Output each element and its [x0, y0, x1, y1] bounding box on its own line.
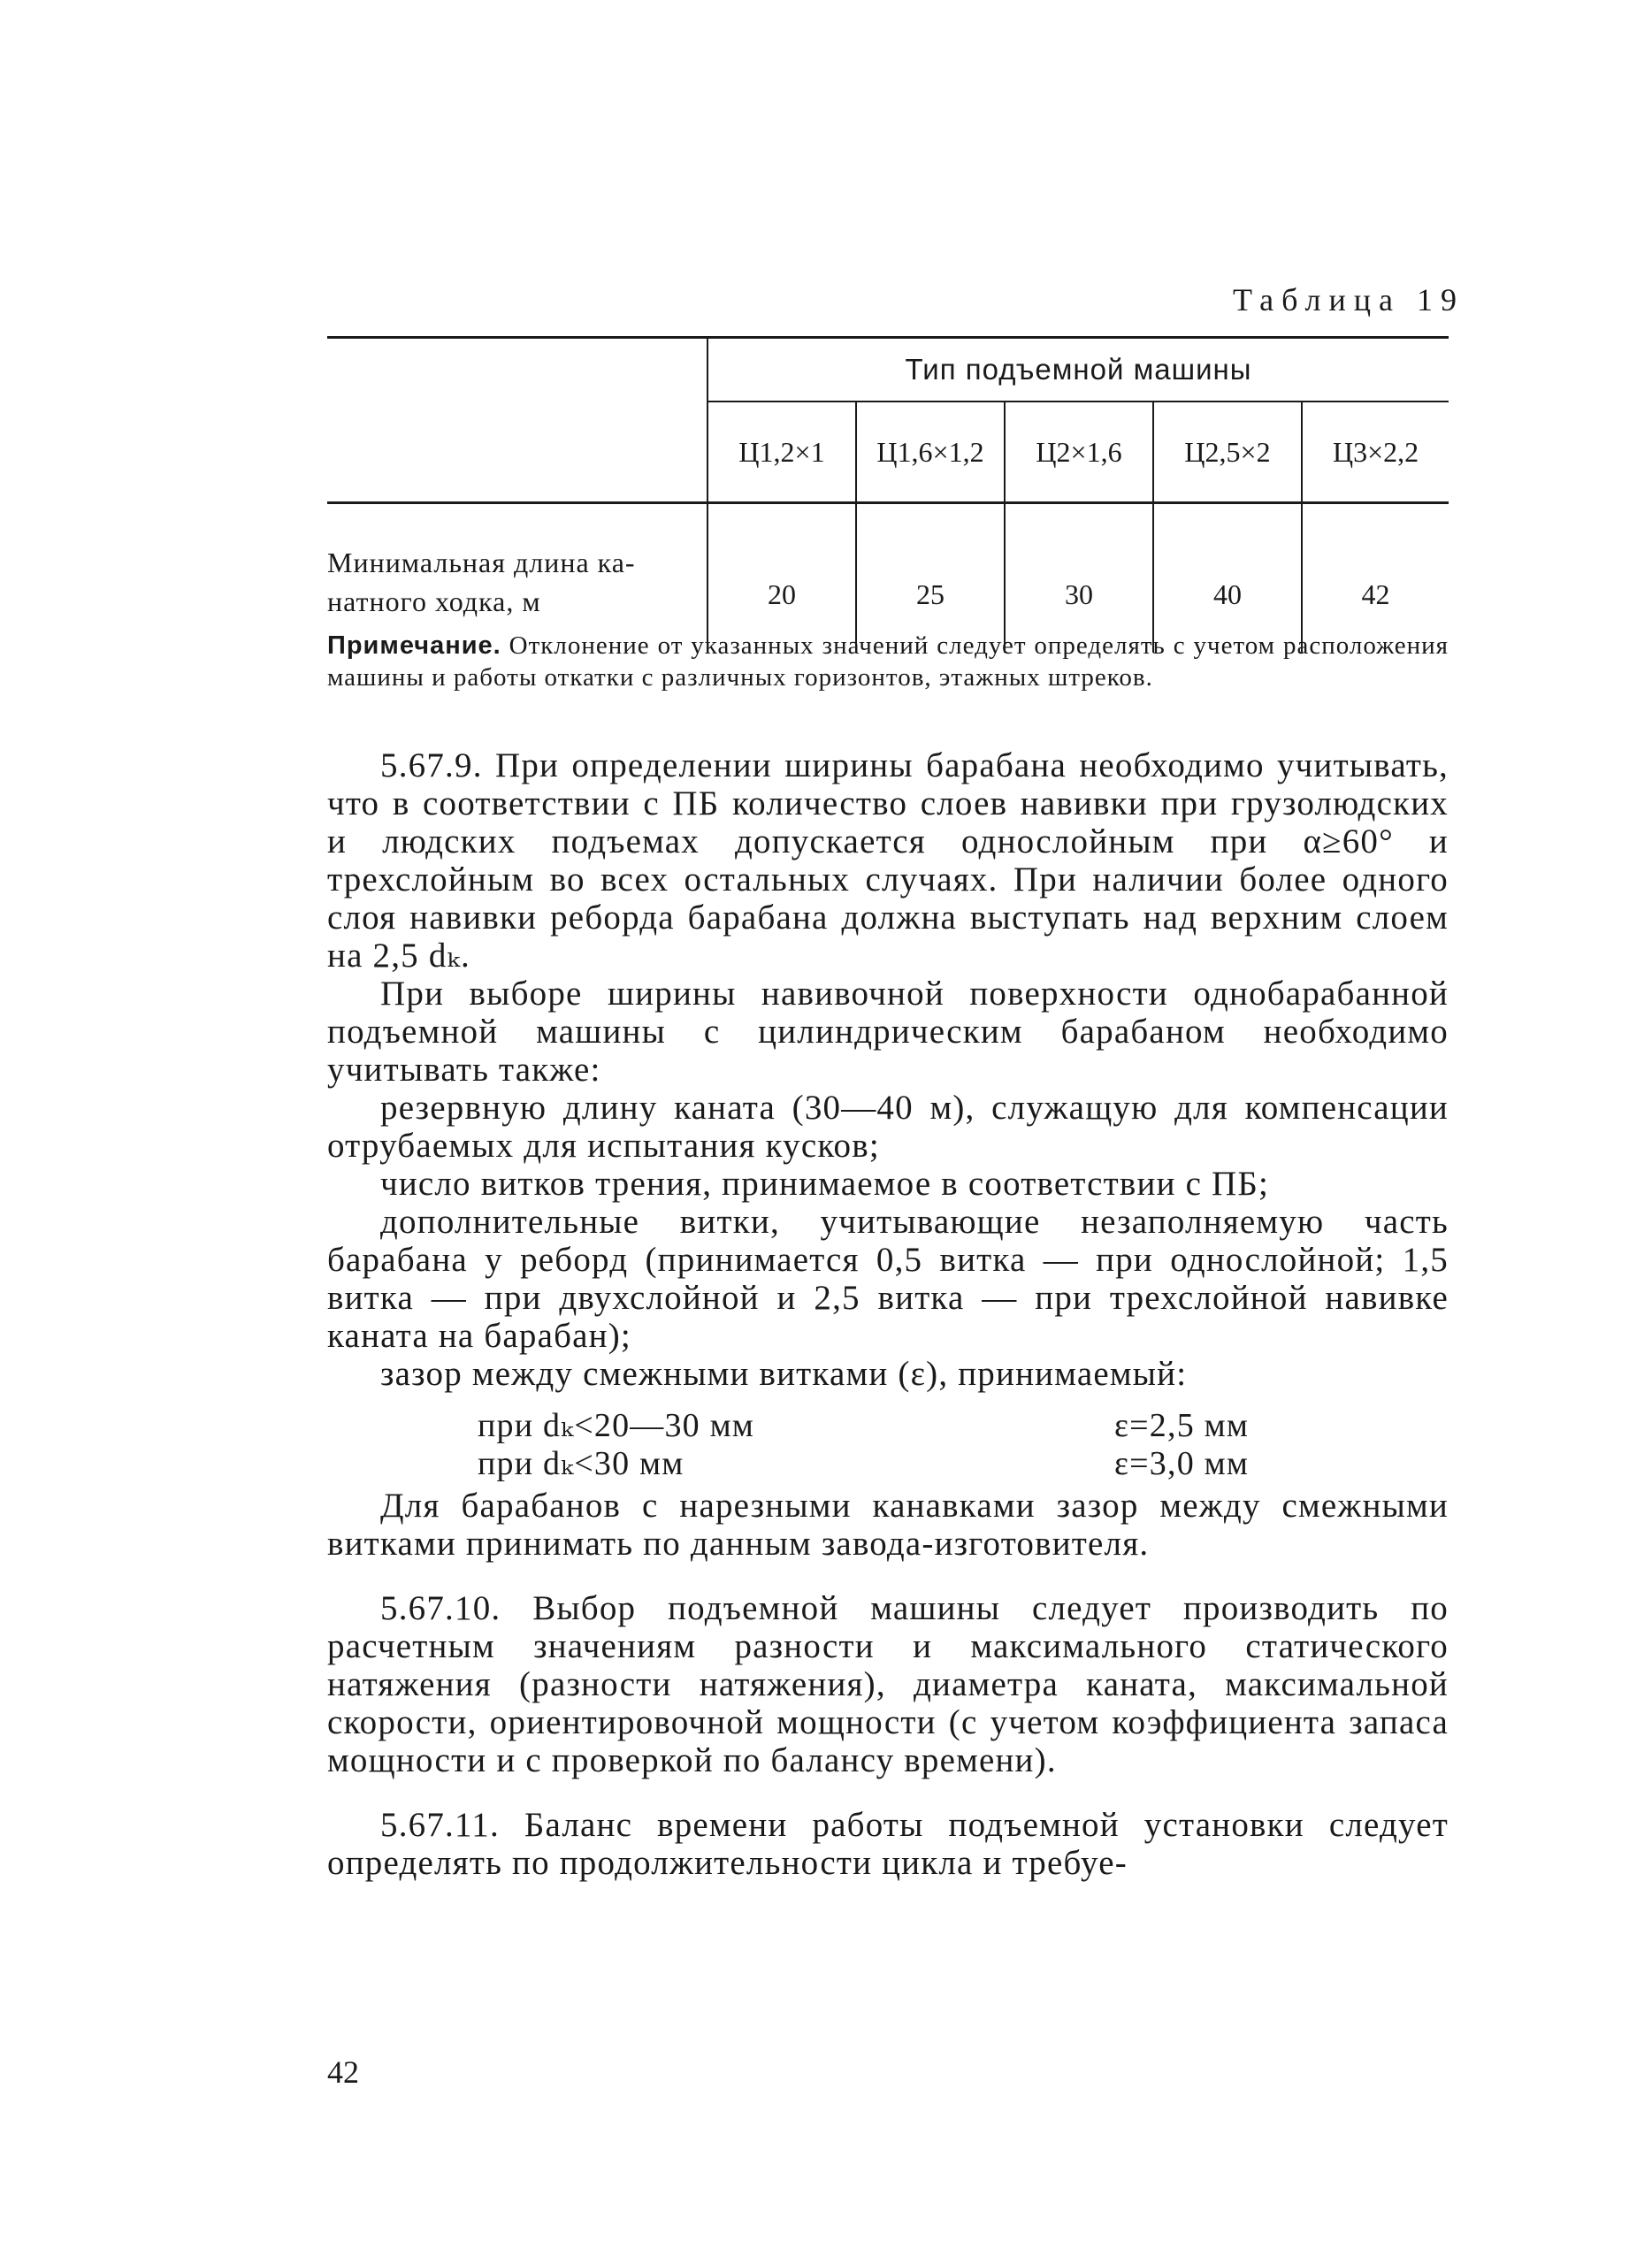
paragraph: зазор между смежными витками (ε), принимаемый:	[380, 1355, 1188, 1393]
column-header: Ц3×2,2	[1302, 402, 1449, 503]
table-cell: 20	[707, 503, 856, 654]
paragraph: 5.67.9. При определении ширины барабана необходимо учитывать, что в соответствии с ПБ количество слоев навивки при грузолюдских и людских подъемах допускается однослойным при α≥60° и трехслойным во всех остальных случаях. При наличии более одного слоя навивки реборда барабана должна выступать над верхним слоем на 2,5 dₖ.	[327, 746, 1449, 975]
column-header: Ц2,5×2	[1153, 402, 1302, 503]
page-number: 42	[327, 2054, 359, 2090]
paragraph: число витков трения, принимаемое в соответствии с ПБ;	[380, 1165, 1270, 1203]
formula-row	[478, 1407, 1362, 1445]
table-stub-header	[327, 338, 707, 503]
column-header: Ц1,6×1,2	[856, 402, 1005, 503]
table-note	[327, 630, 1449, 693]
formula-row	[478, 1445, 1362, 1483]
paragraph: 5.67.10. Выбор подъемной машины следует производить по расчетным значениям разности и максимального статического натяжения (разности натяжения), диаметра каната, максимальной скорости, ориентировочной мощности (с учетом коэффициента запаса мощности и с проверкой по балансу времени).	[327, 1589, 1449, 1779]
table-cell: 30	[1005, 503, 1153, 654]
table-cell: 42	[1302, 503, 1449, 654]
formula-value: ε=2,5 мм	[1114, 1407, 1250, 1444]
formula-value: ε=3,0 мм	[1114, 1445, 1250, 1482]
formula-block	[327, 1407, 1449, 1483]
column-header: Ц2×1,6	[1005, 402, 1153, 503]
data-table	[327, 336, 1449, 653]
note-label: Примечание.	[327, 631, 501, 660]
paragraph: резервную длину каната (30—40 м), служащую для компенсации отрубаемых для испытания кусков;	[327, 1089, 1449, 1165]
formula-condition: при dₖ<30 мм	[478, 1445, 685, 1482]
paragraph: Для барабанов с нарезными канавками зазор между смежными витками принимать по данным завода-изготовителя.	[327, 1487, 1449, 1563]
note-text: Отклонение от указанных значений следует определять с учетом расположения машины и работы откатки с различных горизонтов, этажных штреков.	[327, 631, 1449, 692]
column-header: Ц1,2×1	[707, 402, 856, 503]
table-cell: 25	[856, 503, 1005, 654]
row-label-line: Минимальная длина ка-	[327, 547, 636, 578]
formula-condition: при dₖ<20—30 мм	[478, 1407, 755, 1444]
paragraph: 5.67.11. Баланс времени работы подъемной установки следует определять по продолжительности цикла и требуе-	[327, 1806, 1449, 1882]
column-group-header: Тип подъемной машины	[707, 338, 1449, 402]
table-caption: Таблица 19	[1233, 282, 1465, 317]
row-label-line: натного ходка, м	[327, 585, 541, 617]
table-cell: 40	[1153, 503, 1302, 654]
paragraph: дополнительные витки, учитывающие незаполняемую часть барабана у реборд (принимается 0,5 витка — при однослойной; 1,5 витка — при двухслойной и 2,5 витка — при трехслойной навивке каната на барабан);	[327, 1203, 1449, 1355]
paragraph: При выборе ширины навивочной поверхности однобарабанной подъемной машины с цилиндрическим барабаном необходимо учитывать также:	[327, 975, 1449, 1089]
body-text	[327, 746, 1449, 1882]
